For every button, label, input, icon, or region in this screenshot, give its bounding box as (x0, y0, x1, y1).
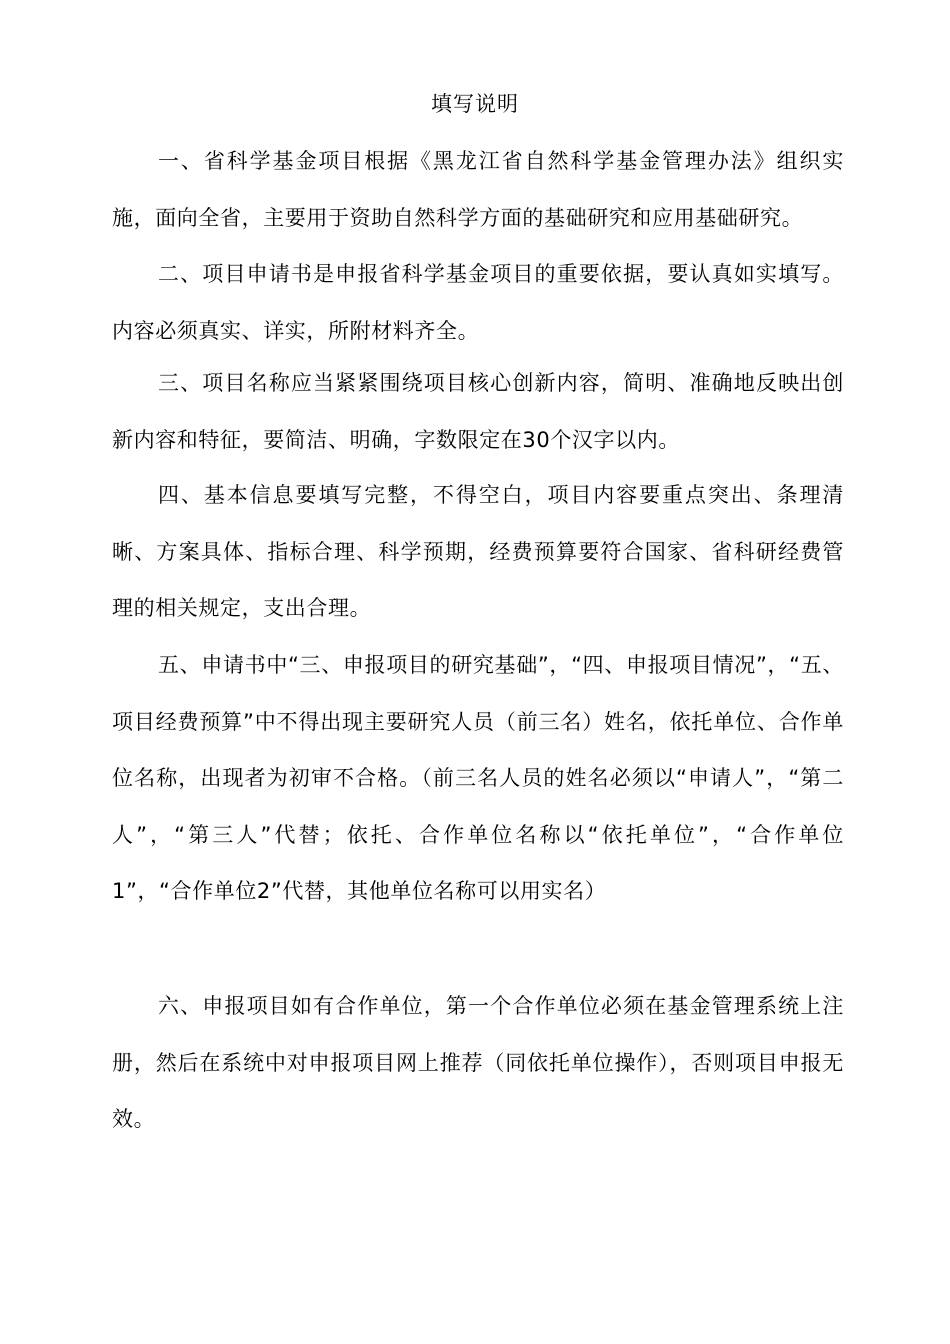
document-title: 填写说明 (431, 92, 519, 116)
instruction-paragraph-1: 一、省科学基金项目根据《黑龙江省自然科学基金管理办法》组织实施，面向全省，主要用于资助自然科学方面的基础研究和应用基础研究。 (112, 149, 844, 230)
instruction-paragraph-6: 六、申报项目如有合作单位，第一个合作单位必须在基金管理系统上注册，然后在系统中对申报项目网上推荐（同依托单位操作），否则项目申报无效。 (112, 994, 844, 1131)
instruction-paragraph-4: 四、基本信息要填写完整，不得空白，项目内容要重点突出、条理清晰、方案具体、指标合理、科学预期，经费预算要符合国家、省科研经费管理的相关规定，支出合理。 (112, 483, 844, 620)
instruction-paragraph-2: 二、项目申请书是申报省科学基金项目的重要依据，要认真如实填写。内容必须真实、详实，所附材料齐全。 (112, 262, 844, 343)
instruction-paragraph-3: 三、项目名称应当紧紧围绕项目核心创新内容，简明、准确地反映出创新内容和特征，要简洁、明确，字数限定在30个汉字以内。 (112, 371, 844, 452)
instruction-paragraph-5: 五、申请书中“三、申报项目的研究基础”，“四、申报项目情况”，“五、项目经费预算”中不得出现主要研究人员（前三名）姓名，依托单位、合作单位名称，出现者为初审不合格。（前三名人员的姓名必须以“申请人”，“第二人”，“第三人”代替；依托、合作单位名称以“依托单位”，“合作单位1”，“合作单位2”代替，其他单位名称可以用实名） (112, 653, 844, 903)
